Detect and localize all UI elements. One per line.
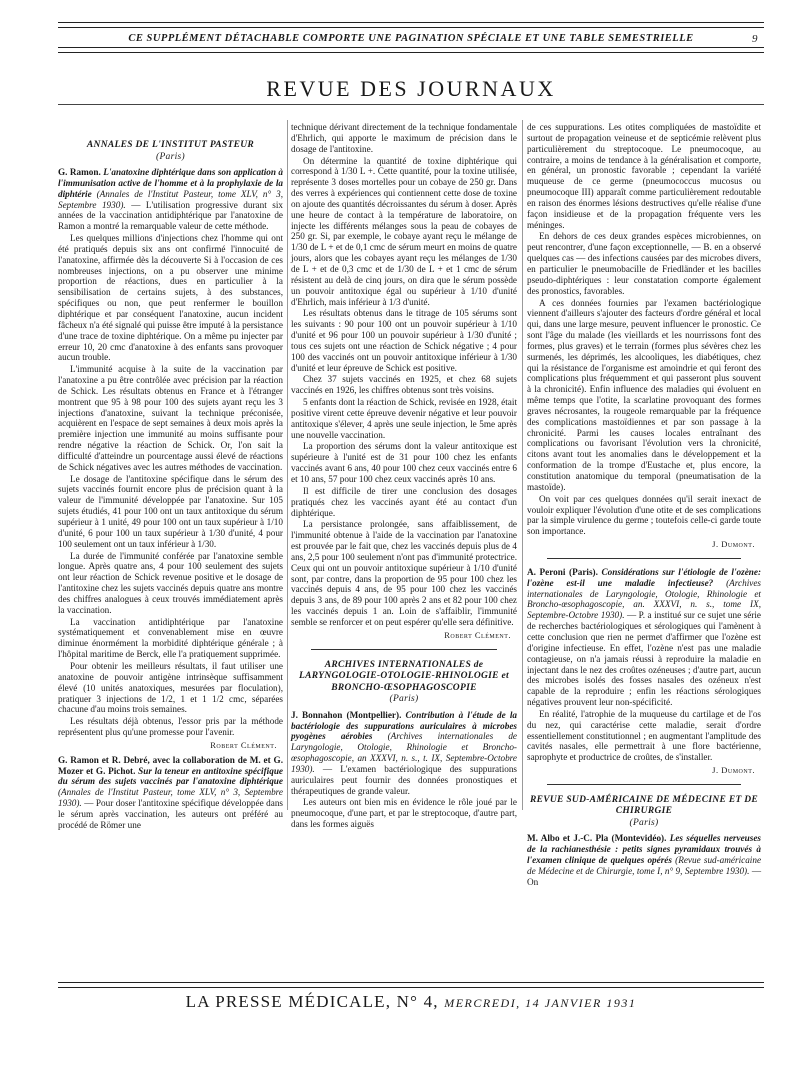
- column-divider-2: [522, 120, 523, 810]
- title-rule: [58, 104, 764, 105]
- signature: Robert Clément.: [210, 739, 277, 750]
- article-separator: [547, 558, 741, 559]
- article-authors: G. Ramon et R. Debré, avec la collaboration de M. et G. Mozer et G. Pichot.: [58, 754, 283, 776]
- article-title: Considérations sur l'étiologie de l'ozène: l'ozène est-il une maladie infectieuse?: [527, 566, 762, 588]
- article-paragraph: de ces suppurations. Les otites compliquées de mastoïdite et surtout de propagation veineuse et de septicémie relèvent plus particulièrement du streptocoque. Le pneumocoque, au contraire, a moins de tendance à la généralisation et comporte, en général, un pronostic favorable ; cependant la variété muqueuse de ce germe (pneumococcus mucosus ou pneumocoque III) apparaît comme particulièrement redoutable en raison des énormes lésions destructives qu'elle réalise d'une façon insidieuse et de la propagation fréquente vers les méninges.: [527, 122, 761, 230]
- article-paragraph: Les résultats déjà obtenus, l'essor pris par la méthode représentent plus qu'une promesse pour l'avenir.: [58, 716, 283, 738]
- article-paragraph: Les auteurs ont bien mis en évidence le rôle joué par le pneumocoque, d'une part, et par le streptocoque, d'autre part, dans les formes aiguës: [291, 797, 517, 830]
- article-paragraph: — Pour doser l'antitoxine spécifique développée dans le sérum après vaccination, les auteurs ont préféré au procédé de Römer une: [58, 798, 284, 830]
- signature: Robert Clément.: [444, 629, 511, 640]
- section-city: (Paris): [389, 694, 419, 705]
- article-authors: A. Peroni (Paris).: [527, 566, 598, 577]
- article-bonnahon-header: [291, 710, 517, 797]
- article-paragraph: A ces données fournies par l'examen bactériologique viennent d'ailleurs s'ajouter des facteurs d'ordre général et local qui, dans une large mesure, peuvent influencer le pronostic. Ce sont l'âge du malade (les vieillards et les nourrissons font des formes, plus graves) et le terrain (formes plus sévères chez les surmenés, les déprimés, les alcooliques, les diabétiques, chez qui la résistance de l'organisme est amoindrie et qui feront des complications plus fréquemment et qui passeront plus souvent à la chronicité). Enfin influence des maladies qui évoluent en même temps que l'otite, la scarlatine provoquant des formes graves nécrosantes, la rougeole remarquable par la fréquence des complications mastoïdiennes et par son passage à la chronicité. Parmi les causes locales entraînant des complications ou favorisant l'évolution vers la chronicité, citons avant tout les anomalies dans le développement et la conformation de la trompe d'Eustache et, plus encore, la constitution anatomique du temporal (pneumatisation de la mastoïde).: [527, 297, 761, 492]
- supplement-banner: CE SUPPLÉMENT DÉTACHABLE COMPORTE UNE PAGINATION SPÉCIALE ET UNE TABLE SEMESTRIELLE: [128, 33, 694, 44]
- article-source: (Archives internationales de Laryngologie, Otologie, Rhinologie et Broncho-œsophagoscopie, an. XXXVI, n. s., tome IX, Septembre-Octobre 1930).: [527, 577, 761, 621]
- article-paragraph: Il est difficile de tirer une conclusion des dosages pratiqués chez les vaccinés ayant été au contact d'un diphtérique.: [291, 485, 517, 518]
- article-paragraph: Les quelques millions d'injections chez l'homme qui ont été pratiqués depuis six ans ont confirmé l'innocuité de l'anatoxine, affirmée dès la découverte Si à l'occasion de ces nombreuses injections, on a pu observer une minime proportion de réactions, dues en particulier à la sensibilisation de certains sujets, à des substances, spécifiques ou non, que peut renfermer le bouillon diphtérique et par conséquent l'anatoxine, aucun incident fâcheux n'a été signalé qui puisse être imputé à la persistance d'une trace de toxine diphtérique. On a même pu injecter par erreur 10, 20 cmc d'anatoxine à des enfants sans provoquer aucun trouble.: [58, 233, 283, 363]
- article-source: (Annales de l'Institut Pasteur, tome XLV, n° 3, Septembre 1930).: [58, 188, 283, 210]
- issue-number: 4,: [423, 992, 439, 1011]
- section-heading-revue-sud-americaine: [527, 795, 761, 830]
- article-paragraph: En dehors de ces deux grandes espèces microbiennes, on peut rencontrer, d'une façon exceptionnelle, — B. en a observé quelques cas — des infections causées par des microbes divers, en particulier le pneumobacille de Friedländer et les bacilles pseudo-diphtériques : leur constatation comporte également des pronostics, favorables.: [527, 231, 761, 296]
- article-paragraph: La proportion des sérums dont la valeur antitoxique est supérieure à l'unité est de 31 pour 100 chez les enfants vaccinés avant 6 ans, 40 pour 100 chez ceux vaccinés entre 6 et 10 ans, 57 pour 100 chez ceux vaccinés après 10 ans.: [291, 441, 517, 484]
- column-1: [58, 122, 283, 832]
- article-paragraph: Le dosage de l'antitoxine spécifique dans le sérum des sujets vaccinés fournit encore plus de précision quant à la valeur de l'immunité développée par l'anatoxine. Sur 105 sujets étudiés, 41 pour 100 ont un taux antitoxique du sérum supérieur à 1 unité, 49 pour 100 ont un taux supérieur à 1/10 d'unité, 6 pour 100 un taux supérieur à 1/30 d'unité, 4 pour 100 seulement ont un taux inférieur à 1/30.: [58, 473, 283, 549]
- article-authors: G. Ramon.: [58, 167, 101, 177]
- article-paragraph: technique dérivant directement de la technique fondamentale d'Ehrlich, qui apporte le maximum de précision dans le dosage de l'antitoxine.: [291, 122, 517, 154]
- article-separator: [311, 649, 497, 650]
- article-paragraph: Chez 37 sujets vaccinés en 1925, et chez 68 sujets vaccinés en 1926, les chiffres obtenus sont très voisins.: [291, 374, 517, 396]
- article-albo-pla-header: [527, 833, 761, 887]
- article-separator: [547, 784, 741, 785]
- article-paragraph: La vaccination antidiphtérique par l'anatoxine systématiquement et convenablement mise en œuvre diminue énormément la morbidité diphtérique générale ; à l'hôpital maritime de Berck, elle l'a pratiquement supprimée.: [58, 616, 283, 660]
- article-paragraph: Pour obtenir les meilleurs résultats, il faut utiliser une anatoxine de pouvoir antigène intrinsèque suffisamment élevé (10 unités anatoxiques, mesurées par floculation), pratiquer 3 injections de 1/2, 1 et 1 1/2 cmc, séparées chacune d'au moins trois semaines.: [58, 660, 283, 715]
- signature: J. Dumont.: [712, 765, 755, 776]
- article-authors: J. Bonnahon (Montpellier).: [291, 709, 402, 720]
- article-source: (Archives internationales de Laryngologie, Otologie, Rhinologie et Broncho-œsophagoscopie, an XXXVI, n. s., t. IX, Septembre-Octobre 1930).: [291, 731, 518, 774]
- section-heading-annales: [58, 140, 283, 163]
- article-paragraph: La persistance prolongée, sans affaiblissement, de l'immunité obtenue à l'aide de la vaccination par l'anatoxine est prouvée par le fait que, chez les vaccinés depuis plus de 4 ans, 2,5 pour 100 seulement n'ont pas d'immunité protectrice. Ceux qui ont un pouvoir antitoxique supérieur à 1/10 d'unité sont, par contre, dans la proportion de 95 pour 100 chez les vaccinés depuis 4 ans, de 95 pour 100 chez les vaccinés depuis 3 ans, de 89 pour 100 après 2 ans et 82 pour 100 chez les vaccinés depuis 1 an. Loin de s'affaiblir, l'immunité semble se renforcer et on peut espérer qu'elle sera définitive.: [291, 519, 517, 627]
- article-paragraph: 5 enfants dont la réaction de Schick, revisée en 1928, était positive virent cette épreuve devenir négative et leur pouvoir antitoxique s'élever, 4 après une seule injection, le 5me après une nouvelle vaccination.: [291, 397, 517, 440]
- article-title: Sur la teneur en antitoxine spécifique du sérum des sujets vaccinés par l'anatoxine diphtérique: [58, 765, 284, 787]
- section-city: (Paris): [629, 817, 659, 828]
- article-paragraph: En réalité, l'atrophie de la muqueuse du cartilage et de l'os du nez, qui caractérise cette maladie, serait d'ordre essentiellement constitutionnel ; en augmentant l'amplitude des cavités nasales, elle permettrait à une flore bactérienne, saprophyte et productrice de croûtes, de s'installer.: [527, 708, 761, 763]
- article-paragraph: L'immunité acquise à la suite de la vaccination par l'anatoxine a pu être contrôlée avec précision par la réaction de Schick. Les résultats obtenus en France et à l'étranger montrent que 95 à 98 pour 100 des sujets ayant reçu les 3 injections d'anatoxine, suivant la technique préconisée, acquièrent en l'espace de sept semaines à deux mois après la première injection une immunité au moins suffisante pour rendre négative la réaction de Schick. Or, l'on sait la difficulté d'atteindre un pourcentage aussi élevé de réactions de Schick négatives avec les autres méthodes de vaccination.: [58, 364, 283, 472]
- section-title: ANNALES DE L'INSTITUT PASTEUR: [86, 140, 255, 150]
- section-heading-archives: [291, 660, 517, 706]
- banner-bottom-rule: [58, 47, 764, 53]
- article-source: (Annales de l'Institut Pasteur, tome XLV, n° 3, Septembre 1930).: [58, 787, 283, 809]
- article-paragraph: On détermine la quantité de toxine diphtérique qui correspond à 1/30 L +. Cette quantité, pour la toxine utilisée, représente 3 doses mortelles pour un cobaye de 250 gr. Dans des verres à expériences qui contiennent cette dose de toxine on ajoute des quantités décroissantes du sérum à doser. Après une heure de contact à la température de laboratoire, on injecte les différents mélanges sous la peau de cobayes de 250 gr. Si, par exemple, le cobaye ayant reçu le mélange de 1/30 de L + et de 0,1 cmc de sérum meurt en moins de quatre jours, alors que les cobayes ayant reçu les mélanges de 1/30 de L + et de 0,3 cmc et de 1/30 de L + et 1 cmc de sérum résistent au delà de cinq jours, on dira que le sérum possède un pouvoir antitoxique égal ou supérieur à 1/10 d'unité d'Ehrlich, mais inférieur à 1/3 d'unité.: [291, 155, 517, 307]
- article-title: L'anatoxine diphtérique dans son application à l'immunisation active de l'homme et à la prophylaxie de la diphtérie: [58, 167, 284, 199]
- column-3: [527, 122, 761, 889]
- issue-date: MERCREDI, 14 JANVIER 1931: [444, 996, 637, 1010]
- article-title: Contribution à l'étude de la bactériologie des suppurations auriculaires à microbes pyogènes aérobies: [291, 709, 518, 742]
- article-paragraph: — L'utilisation progressive durant six années de la vaccination antidiphtérique par l'anatoxine de Ramon a montré la remarquable valeur de cette méthode.: [58, 199, 283, 232]
- article-ramon-debre-header: [58, 755, 283, 831]
- article-title: Les séquelles nerveuses de la rachianesthésie : petits signes pyramidaux trouvés à l'examen clinique de quelques opérés: [527, 833, 762, 866]
- page-number: 9: [752, 33, 758, 45]
- journal-name: LA PRESSE MÉDICALE, N°: [185, 992, 419, 1011]
- article-paragraph: Les résultats obtenus dans le titrage de 105 sérums sont les suivants : 90 pour 100 ont un pouvoir supérieur à 1/10 d'unité et 96 pour 100 un pouvoir supérieur à 1/30 d'unité ; tous ces sujets ont une réaction de Schick négative ; 4 pour 100 des vaccinés ont un pouvoir antitoxique inférieur à 1/30 d'unité et leur épreuve de Schick est positive.: [291, 308, 517, 373]
- article-paragraph: — P. a institué sur ce sujet une série de recherches bactériologiques et sérologiques qui l'amènent à cette conclusion que rien ne permet d'affirmer que l'ozène est d'origine infectieuse. En effet, l'ozène n'est pas une maladie contagieuse, on n'a jamais réussi à reproduire la maladie en injectant dans le nez des croûtes ozéneuses ; d'autre part, aucun des microbes isolés des fosses nasales des ozéneux n'est capable de la reproduire ; enfin les réactions sérologiques négatives prouvent leur non-spécificité.: [527, 610, 761, 708]
- article-paragraph: — On: [527, 865, 762, 887]
- footer-top-rule: [58, 982, 764, 988]
- page-title: REVUE DES JOURNAUX: [266, 76, 556, 101]
- article-paragraph: — L'examen bactériologique des suppurations auriculaires peut fournir des données pronostiques et thérapeutiques de grande valeur.: [291, 763, 518, 796]
- top-rule: [58, 22, 764, 28]
- article-peroni-header: [527, 567, 761, 708]
- section-city: (Paris): [155, 151, 185, 162]
- article-paragraph: La durée de l'immunité conférée par l'anatoxine semble longue. Après quatre ans, 4 pour 100 seulement des sujets ont leur réaction de Schick revenue positive et le dosage de l'antitoxine chez les sujets vaccinés depuis quatre ans montre des chiffres analogues à ceux trouvés immédiatement après la vaccination.: [58, 550, 283, 615]
- column-divider-1: [287, 120, 288, 810]
- section-title: ARCHIVES INTERNATIONALES de LARYNGOLOGIE-OTOLOGIE-RHINOLOGIE et BRONCHO-ŒSOPHAGOSCOPIE: [299, 659, 509, 693]
- footer: [58, 992, 764, 1012]
- column-2: [291, 122, 517, 831]
- signature: J. Dumont.: [712, 539, 755, 550]
- article-ramon-header: [58, 167, 283, 232]
- article-authors: M. Albo et J.-C. Pla (Montevidéo).: [527, 833, 667, 844]
- article-paragraph: On voit par ces quelques données qu'il serait inexact de vouloir expliquer l'évolution d'une otite et de ses complications par la simple virulence du germe ; toutefois celle-ci garde toute son importance.: [527, 493, 761, 537]
- article-source: (Revue sud-américaine de Médecine et de Chirurgie, tome I, n° 9, Septembre 1930).: [527, 855, 762, 876]
- section-title: REVUE SUD-AMÉRICAINE DE MÉDECINE ET DE CHIRURGIE: [529, 794, 759, 817]
